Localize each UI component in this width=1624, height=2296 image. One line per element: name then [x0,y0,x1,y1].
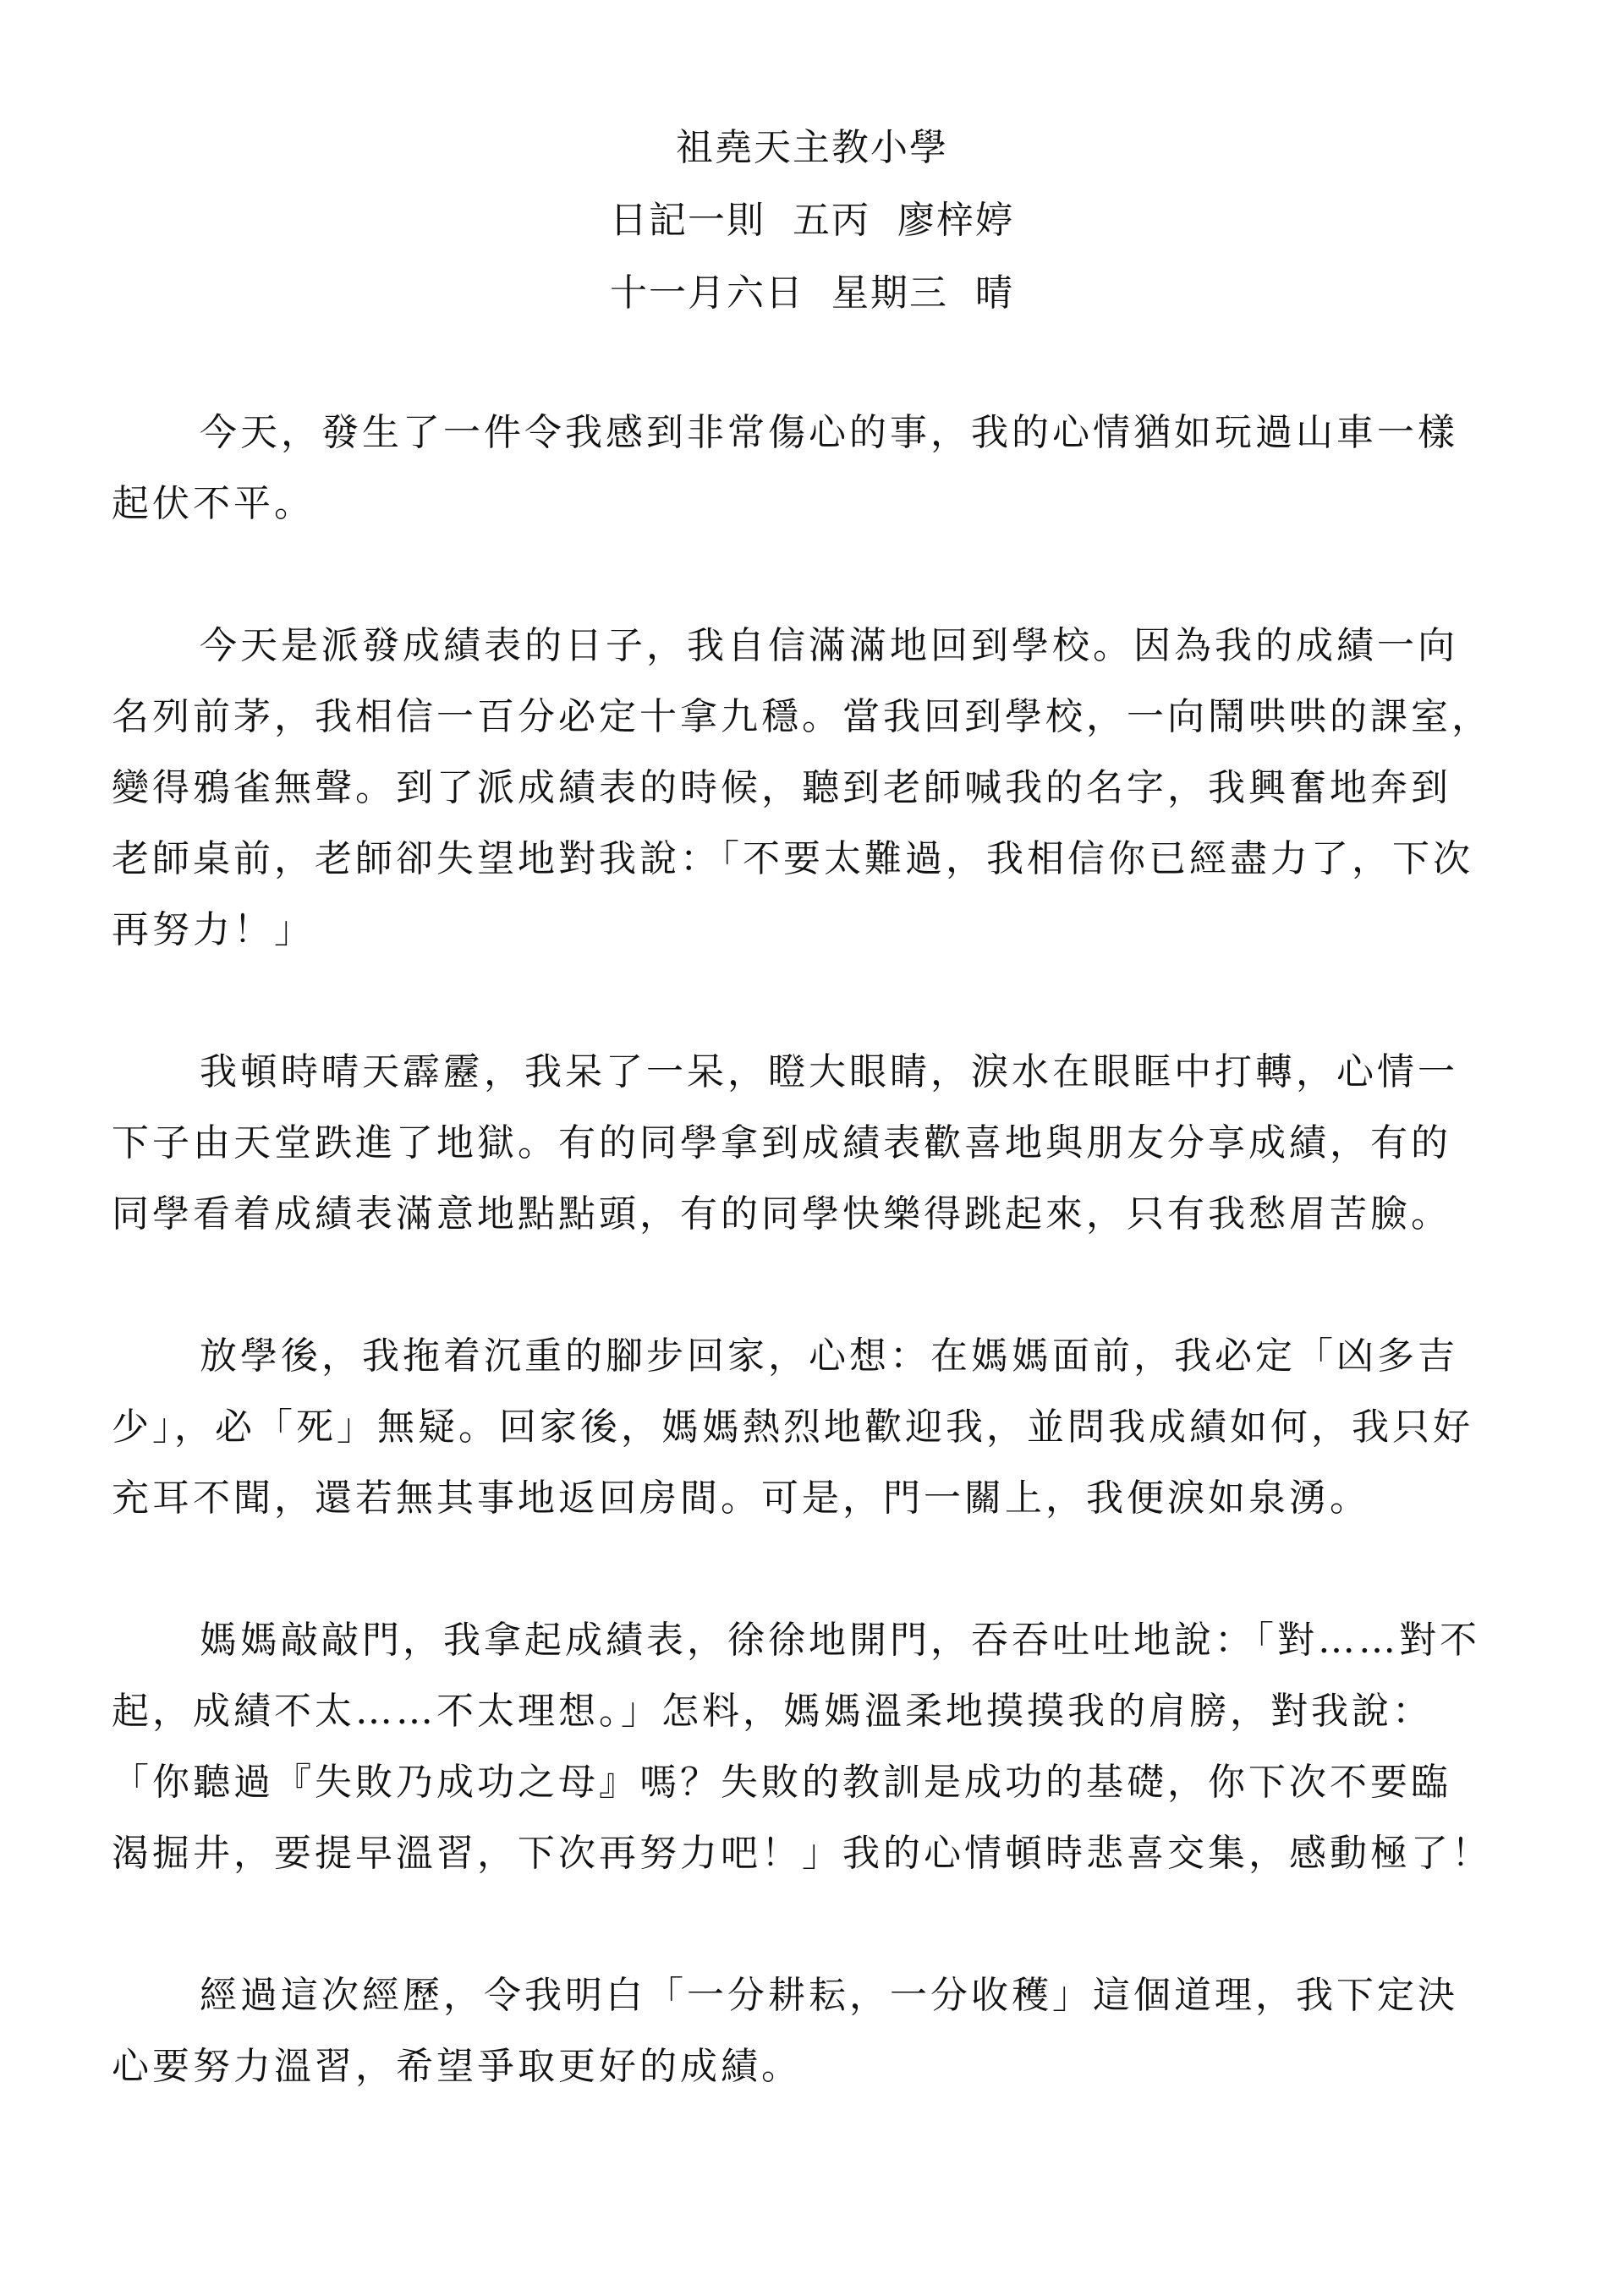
paragraph-2: 今天是派發成績表的日子，我自信滿滿地回到學校。因為我的成績一向 名列前茅，我相信一百分必定十拿九穩。當我回到學校，一向鬧哄哄的課室， 變得鴉雀無聲。到了派成績表的時候，聽到老師喊我的名字，我興奮地奔到 老師桌前，老師卻失望地對我說：「不要太難過，我相信你已經盡力了，下次 再努力！」 [112,624,1492,951]
paragraph-1: 今天，發生了一件令我感到非常傷心的事，我的心情猶如玩過山車一樣 起伏不平。 [112,411,1458,525]
document-header [0,112,1624,330]
diary-subtitle: 日記一則 五丙 廖梓婷 [610,199,1014,242]
school-name: 祖堯天主教小學 [676,126,948,169]
paragraph-6: 經過這次經歷，令我明白「一分耕耘，一分收穫」這個道理，我下定決 心要努力溫習，希望爭取更好的成績。 [112,1974,1458,2088]
paragraph-3: 我頓時晴天霹靂，我呆了一呆，瞪大眼睛，淚水在眼眶中打轉，心情一 下子由天堂跌進了地獄。有的同學拿到成績表歡喜地與朋友分享成績，有的 同學看着成績表滿意地點點頭，有的同學快樂得跳起來，只有我愁眉苦臉。 [112,1050,1458,1236]
paragraph-5: 媽媽敲敲門，我拿起成績表，徐徐地開門，吞吞吐吐地說：「對……對不 起，成績不太……不太理想。」怎料，媽媽溫柔地摸摸我的肩膀，對我說： 「你聽過『失敗乃成功之母』嗎？失敗的教訓是成功的基礎，你下次不要臨 渴掘井，要提早溫習，下次再努力吧！」我的心情頓時悲喜交集，感動極了！ [112,1619,1492,1875]
diary-date: 十一月六日 星期三 晴 [610,271,1014,315]
diary-body [112,397,1516,2173]
paragraph-4: 放學後，我拖着沉重的腳步回家，心想：在媽媽面前，我必定「凶多吉 少」，必「死」無疑。回家後，媽媽熱烈地歡迎我，並問我成績如何，我只好 充耳不聞，還若無其事地返回房間。可是，門一關上，我便淚如泉湧。 [112,1334,1473,1520]
